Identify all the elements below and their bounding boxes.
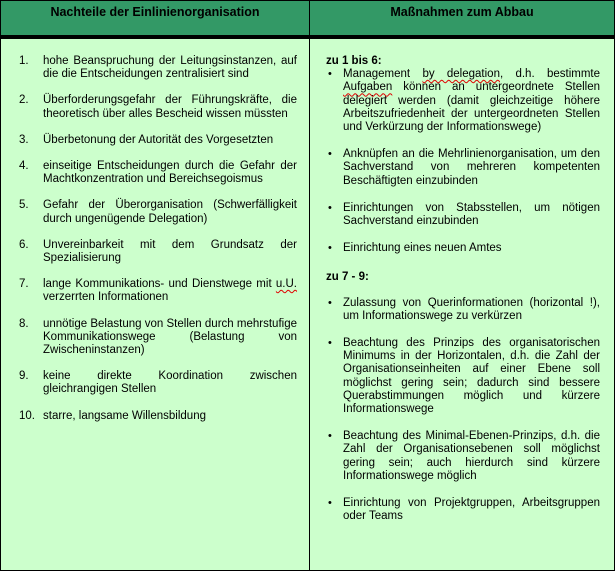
item-text: Einrichtungen von Stabsstellen, um nötigen Sachverstand einzubinden	[343, 201, 600, 228]
list-item	[19, 134, 297, 147]
list-item	[19, 55, 297, 81]
list-item	[326, 497, 600, 523]
item-text: Überbetonung der Autorität des Vorgesetzten	[43, 133, 274, 146]
list-item	[326, 337, 600, 416]
group-label-7-to-9: zu 7 - 9:	[326, 271, 369, 284]
item-number: 7.	[19, 278, 29, 291]
item-text: Beachtung des Prinzips des organisatorischen Minimums in der Horizontalen, d.h. die Zahl der Organisationseinheiten auf einer Ebene soll möglichst gering sein; dadurch sind bessere Querabstimmungen möglich und kürzere Informationswege	[343, 337, 600, 416]
item-text: starre, langsame Willensbildung	[43, 409, 206, 422]
item-text	[343, 68, 600, 133]
item-number: 4.	[19, 160, 29, 173]
group-label-1-to-6: zu 1 bis 6:	[326, 55, 382, 67]
item-text: unnötige Belastung von Stellen durch mehrstufige Kommunikationswege (Belastung von Zwischeninstanzen)	[43, 317, 297, 357]
disadvantages-cell	[1, 38, 309, 570]
bullet-icon: •	[328, 296, 332, 309]
list-item	[19, 160, 297, 186]
item-text	[43, 278, 297, 303]
item-number: 10.	[19, 409, 35, 422]
list-item	[326, 297, 600, 323]
item-text: Beachtung des Minimal-Ebenen-Prinzips, d.h. die Zahl der Organisationsebenen soll möglichst gering sein; auch hierdurch sind kürzere Informationswege möglich	[343, 430, 600, 482]
spellcheck-marked-word: by delegation	[422, 68, 500, 81]
list-item	[19, 239, 297, 265]
disadvantages-column	[1, 1, 310, 570]
list-item	[326, 242, 600, 255]
measures-content	[326, 55, 600, 523]
item-text-part: Management	[343, 68, 423, 81]
item-number: 5.	[19, 199, 29, 212]
item-text: einseitige Entscheidungen durch die Gefahr der Machtkonzentration und Bereichsegoismus	[43, 160, 297, 186]
item-text: keine direkte Koordination zwischen gleichrangigen Stellen	[43, 370, 297, 396]
list-item	[326, 68, 600, 134]
list-item	[19, 410, 297, 423]
item-text: hohe Beanspruchung der Leitungsinstanzen, auf die die Entscheidungen zentralisiert sind	[43, 55, 297, 81]
item-text-part: verzerrten Informationen	[43, 291, 169, 304]
list-item	[326, 202, 600, 228]
bullet-icon: •	[328, 201, 332, 214]
list-item	[326, 148, 600, 188]
item-text: Überforderungsgefahr der Führungskräfte, die theoretisch über alles Bescheid wissen müssten	[43, 94, 297, 120]
spellcheck-marked-word: u.U.	[275, 278, 297, 291]
item-number: 1.	[19, 55, 29, 67]
bullet-icon: •	[328, 430, 332, 443]
measures-list-7-to-9	[326, 297, 600, 524]
measures-cell	[310, 38, 614, 570]
list-item	[19, 94, 297, 120]
item-text: Gefahr der Überorganisation (Schwerfälligkeit durch ungenügende Delegation)	[43, 199, 297, 225]
item-text: Einrichtung eines neuen Amtes	[343, 242, 502, 255]
list-item	[19, 278, 297, 304]
spellcheck-marked-word: Aufgaben	[343, 81, 393, 94]
item-text: Einrichtung von Projektgruppen, Arbeitsgruppen oder Teams	[343, 497, 600, 523]
item-text: Unvereinbarkeit mit dem Grundsatz der Spezialisierung	[43, 238, 297, 265]
bullet-icon: •	[328, 337, 332, 350]
right-column-header: Maßnahmen zum Abbau	[310, 1, 614, 38]
item-text-part: können an untergeordnete Stellen delegiert werden (damit gleichzeitige höhere Arbeitszufriedenheit der untergeordneten Stellen und Verkürzung der Informationswege)	[343, 81, 600, 134]
item-number: 9.	[19, 370, 29, 383]
item-text: Zulassung von Querinformationen (horizontal !), um Informationswege zu verkürzen	[343, 296, 600, 322]
bullet-icon: •	[328, 68, 332, 81]
item-number: 8.	[19, 317, 29, 330]
item-text-part: , d.h. bestimmte	[499, 68, 600, 81]
item-number: 3.	[19, 133, 29, 146]
item-number: 2.	[19, 94, 29, 107]
disadvantages-list	[19, 55, 297, 436]
measures-list-1-to-6	[326, 68, 600, 255]
item-text: Anknüpfen an die Mehrlinienorganisation, um den Sachverstand von mehreren kompetenten Beschäftigten einzubinden	[343, 148, 600, 187]
measures-column	[310, 1, 614, 570]
bullet-icon: •	[328, 497, 332, 510]
bullet-icon: •	[328, 242, 332, 255]
list-item	[326, 430, 600, 483]
list-item	[19, 370, 297, 396]
list-item	[19, 199, 297, 225]
left-column-header: Nachteile der Einlinienorganisation	[1, 1, 309, 38]
bullet-icon: •	[328, 148, 332, 161]
item-number: 6.	[19, 238, 29, 251]
item-text-part: lange Kommunikations- und Dienstwege mit	[43, 278, 276, 291]
list-item	[19, 318, 297, 358]
